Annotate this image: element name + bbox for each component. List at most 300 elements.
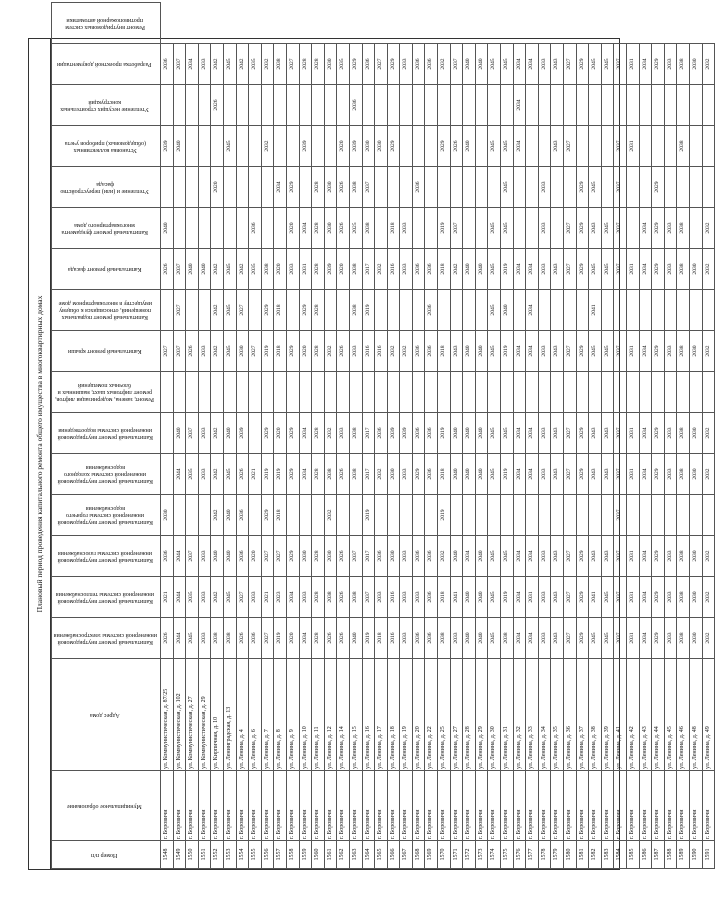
year-cell xyxy=(652,85,665,126)
municipality-cell: г. Боровичи xyxy=(349,771,362,841)
row-number: 1563 xyxy=(349,841,362,869)
year-cell xyxy=(337,372,350,413)
year-cell: 2045 xyxy=(589,249,602,290)
year-cell: 2037 xyxy=(614,44,627,85)
year-cell: 2020 xyxy=(286,208,299,249)
year-cell xyxy=(186,167,199,208)
year-cell: 2040 xyxy=(475,249,488,290)
year-cell: 2043 xyxy=(551,249,564,290)
year-cell: 2030 xyxy=(324,208,337,249)
address-cell: ул. Ленина, д. 19 xyxy=(400,659,413,771)
column-header xyxy=(52,249,161,290)
year-cell: 2029 xyxy=(261,413,274,454)
year-cell: 2029 xyxy=(576,577,589,618)
year-cell: 2033 xyxy=(664,577,677,618)
year-cell: 2045 xyxy=(488,454,501,495)
year-cell: 2026 xyxy=(337,536,350,577)
year-cell: 2045 xyxy=(488,331,501,372)
year-cell: 2038 xyxy=(677,249,690,290)
year-cell: 2037 xyxy=(614,331,627,372)
year-cell: 2034 xyxy=(513,331,526,372)
year-cell: 2030 xyxy=(387,536,400,577)
year-cell xyxy=(425,85,438,126)
year-cell: 2032 xyxy=(324,331,337,372)
year-cell: 2030 xyxy=(161,495,174,536)
year-cell xyxy=(261,85,274,126)
year-cell xyxy=(450,372,463,413)
year-cell: 2045 xyxy=(223,290,236,331)
year-cell xyxy=(538,85,551,126)
column-header-label: Номер п/п xyxy=(91,852,118,858)
municipality-cell: г. Боровичи xyxy=(639,771,652,841)
year-cell: 2036 xyxy=(249,208,262,249)
year-cell: 2029 xyxy=(652,618,665,659)
row-number: 1566 xyxy=(387,841,400,869)
schedule-table-frame xyxy=(50,17,711,870)
year-cell: 2028 xyxy=(312,167,325,208)
year-cell xyxy=(198,495,211,536)
year-cell: 2029 xyxy=(576,618,589,659)
year-cell: 2036 xyxy=(412,536,425,577)
year-cell: 2043 xyxy=(450,331,463,372)
year-cell: 2034 xyxy=(639,44,652,85)
table-row xyxy=(614,3,627,869)
municipality-cell: г. Боровичи xyxy=(589,771,602,841)
table-row xyxy=(274,3,287,869)
year-cell: 2040 xyxy=(463,249,476,290)
year-cell xyxy=(450,167,463,208)
year-cell: 2045 xyxy=(488,413,501,454)
year-cell xyxy=(412,126,425,167)
row-number: 1569 xyxy=(425,841,438,869)
year-cell: 2037 xyxy=(173,249,186,290)
year-cell: 2033 xyxy=(538,249,551,290)
year-cell: 2029 xyxy=(652,413,665,454)
year-cell: 2027 xyxy=(564,249,577,290)
year-cell xyxy=(286,372,299,413)
row-number: 1572 xyxy=(463,841,476,869)
year-cell: 2026 xyxy=(324,618,337,659)
year-cell xyxy=(564,495,577,536)
year-cell xyxy=(689,495,702,536)
year-cell xyxy=(526,208,539,249)
column-header xyxy=(52,841,161,869)
year-cell: 2019 xyxy=(274,454,287,495)
year-cell: 2045 xyxy=(501,44,514,85)
year-cell: 2034 xyxy=(299,413,312,454)
year-cell xyxy=(400,126,413,167)
year-cell: 2033 xyxy=(664,44,677,85)
table-row xyxy=(312,3,325,869)
year-cell xyxy=(211,208,224,249)
year-cell: 2033 xyxy=(349,331,362,372)
year-cell: 2027 xyxy=(564,126,577,167)
year-cell xyxy=(249,495,262,536)
year-cell xyxy=(223,85,236,126)
municipality-cell: г. Боровичи xyxy=(173,771,186,841)
year-cell xyxy=(501,495,514,536)
year-cell: 2031 xyxy=(626,249,639,290)
row-number: 1590 xyxy=(689,841,702,869)
year-cell: 2045 xyxy=(589,167,602,208)
year-cell xyxy=(639,85,652,126)
year-cell: 2036 xyxy=(349,85,362,126)
year-cell xyxy=(387,85,400,126)
column-header xyxy=(52,167,161,208)
year-cell: 2028 xyxy=(312,44,325,85)
year-cell: 2026 xyxy=(337,577,350,618)
year-cell: 2033 xyxy=(538,331,551,372)
year-cell: 2045 xyxy=(589,44,602,85)
municipality-cell: г. Боровичи xyxy=(463,771,476,841)
year-cell: 2043 xyxy=(551,413,564,454)
year-cell: 2037 xyxy=(614,413,627,454)
column-header xyxy=(52,331,161,372)
year-cell: 2032 xyxy=(702,208,715,249)
year-cell xyxy=(576,126,589,167)
municipality-cell: г. Боровичи xyxy=(614,771,627,841)
year-cell xyxy=(475,167,488,208)
year-cell: 2032 xyxy=(702,618,715,659)
municipality-cell: г. Боровичи xyxy=(526,771,539,841)
year-cell xyxy=(337,85,350,126)
column-header-label: Утепление несущих строительных конструкций xyxy=(60,99,149,112)
year-cell xyxy=(425,208,438,249)
year-cell xyxy=(652,290,665,331)
address-cell: ул. Ленина, д. 28 xyxy=(463,659,476,771)
year-cell: 2025 xyxy=(349,208,362,249)
table-row xyxy=(198,3,211,869)
year-cell: 2042 xyxy=(211,454,224,495)
column-header xyxy=(52,126,161,167)
column-header-label: Капитальный ремонт внутридомовой инженерной системы горячего водоснабжения xyxy=(56,505,153,526)
address-cell: ул. Ленина, д. 49 xyxy=(702,659,715,771)
year-cell: 2045 xyxy=(223,577,236,618)
year-cell: 2045 xyxy=(601,577,614,618)
row-number: 1573 xyxy=(475,841,488,869)
year-cell: 2040 xyxy=(198,249,211,290)
year-cell xyxy=(475,495,488,536)
year-cell: 2032 xyxy=(400,331,413,372)
year-cell: 2029 xyxy=(299,290,312,331)
year-cell: 2045 xyxy=(223,331,236,372)
year-cell: 2033 xyxy=(412,577,425,618)
year-cell: 2036 xyxy=(362,44,375,85)
table-row xyxy=(412,3,425,869)
year-cell: 2033 xyxy=(198,618,211,659)
address-cell: ул. Ленина, д. 39 xyxy=(601,659,614,771)
year-cell: 2045 xyxy=(601,44,614,85)
address-cell: ул. Ленина, д. 10 xyxy=(299,659,312,771)
year-cell xyxy=(626,290,639,331)
year-cell: 2043 xyxy=(551,618,564,659)
year-cell: 2036 xyxy=(425,249,438,290)
column-header xyxy=(52,618,161,659)
year-cell xyxy=(664,372,677,413)
year-cell xyxy=(312,85,325,126)
year-cell xyxy=(564,85,577,126)
year-cell xyxy=(438,85,451,126)
year-cell: 2038 xyxy=(349,249,362,290)
year-cell: 2033 xyxy=(198,413,211,454)
year-cell: 2034 xyxy=(513,618,526,659)
year-cell xyxy=(274,85,287,126)
year-cell: 2043 xyxy=(551,454,564,495)
municipality-cell: г. Боровичи xyxy=(362,771,375,841)
year-cell: 2029 xyxy=(387,126,400,167)
year-cell: 2034 xyxy=(513,249,526,290)
year-cell: 2034 xyxy=(513,536,526,577)
address-cell: ул. Ленина, д. 36 xyxy=(564,659,577,771)
year-cell: 2026 xyxy=(236,454,249,495)
year-cell xyxy=(551,495,564,536)
year-cell xyxy=(324,290,337,331)
year-cell xyxy=(198,167,211,208)
year-cell: 2032 xyxy=(702,536,715,577)
row-number: 1555 xyxy=(249,841,262,869)
year-cell xyxy=(274,208,287,249)
year-cell: 2029 xyxy=(387,44,400,85)
year-cell xyxy=(526,85,539,126)
year-cell: 2040 xyxy=(223,495,236,536)
year-cell: 2044 xyxy=(173,454,186,495)
year-cell: 2040 xyxy=(501,290,514,331)
row-number: 1570 xyxy=(438,841,451,869)
year-cell: 2019 xyxy=(261,331,274,372)
municipality-cell: г. Боровичи xyxy=(450,771,463,841)
year-cell xyxy=(412,290,425,331)
address-cell: ул. Ленина, д. 7 xyxy=(261,659,274,771)
year-cell: 2044 xyxy=(173,577,186,618)
year-cell xyxy=(652,126,665,167)
year-cell: 2029 xyxy=(286,331,299,372)
year-cell: 2042 xyxy=(236,249,249,290)
year-cell xyxy=(211,126,224,167)
year-cell: 2034 xyxy=(513,126,526,167)
year-cell: 2033 xyxy=(249,577,262,618)
year-cell xyxy=(601,126,614,167)
year-cell: 2029 xyxy=(576,208,589,249)
year-cell xyxy=(475,85,488,126)
year-cell xyxy=(677,167,690,208)
table-row xyxy=(425,3,438,869)
row-number: 1558 xyxy=(286,841,299,869)
year-cell xyxy=(324,126,337,167)
year-cell: 2032 xyxy=(702,577,715,618)
table-row xyxy=(249,3,262,869)
row-number: 1553 xyxy=(223,841,236,869)
year-cell: 2027 xyxy=(564,618,577,659)
year-cell: 2027 xyxy=(564,454,577,495)
year-cell: 2038 xyxy=(677,536,690,577)
municipality-cell: г. Боровичи xyxy=(488,771,501,841)
year-cell: 2027 xyxy=(286,44,299,85)
municipality-cell: г. Боровичи xyxy=(601,771,614,841)
year-cell: 2026 xyxy=(236,618,249,659)
row-number: 1556 xyxy=(261,841,274,869)
year-cell xyxy=(324,85,337,126)
address-cell: ул. Ленина, д. 29 xyxy=(475,659,488,771)
year-cell xyxy=(450,290,463,331)
year-cell: 2040 xyxy=(211,536,224,577)
year-cell: 2038 xyxy=(438,618,451,659)
year-cell: 2019 xyxy=(501,577,514,618)
year-cell xyxy=(186,126,199,167)
year-cell xyxy=(664,126,677,167)
year-cell: 2029 xyxy=(652,249,665,290)
column-header xyxy=(52,44,161,85)
year-cell xyxy=(387,495,400,536)
table-row xyxy=(689,3,702,869)
year-cell: 2029 xyxy=(652,577,665,618)
year-cell xyxy=(412,85,425,126)
year-cell: 2032 xyxy=(702,454,715,495)
year-cell: 2017 xyxy=(362,454,375,495)
year-cell: 2040 xyxy=(161,208,174,249)
year-cell: 2031 xyxy=(299,249,312,290)
year-cell xyxy=(513,372,526,413)
year-cell: 2043 xyxy=(601,536,614,577)
year-cell: 2036 xyxy=(249,618,262,659)
year-cell: 2040 xyxy=(463,331,476,372)
row-number: 1589 xyxy=(677,841,690,869)
year-cell: 2018 xyxy=(387,208,400,249)
year-cell xyxy=(652,372,665,413)
year-cell: 2038 xyxy=(223,618,236,659)
year-cell: 2027 xyxy=(564,536,577,577)
year-cell: 2033 xyxy=(538,454,551,495)
year-cell: 2038 xyxy=(349,290,362,331)
year-cell: 2043 xyxy=(551,577,564,618)
year-cell: 2038 xyxy=(349,577,362,618)
year-cell xyxy=(349,372,362,413)
year-cell xyxy=(249,167,262,208)
municipality-cell: г. Боровичи xyxy=(249,771,262,841)
year-cell xyxy=(286,290,299,331)
table-row xyxy=(286,3,299,869)
year-cell: 2038 xyxy=(677,413,690,454)
year-cell: 2033 xyxy=(337,413,350,454)
municipality-cell: г. Боровичи xyxy=(337,771,350,841)
municipality-cell: г. Боровичи xyxy=(475,771,488,841)
year-cell xyxy=(664,290,677,331)
address-cell: ул. Ленина, д. 41 xyxy=(614,659,627,771)
row-number: 1584 xyxy=(614,841,627,869)
table-row xyxy=(261,3,274,869)
year-cell: 2020 xyxy=(337,126,350,167)
table-row xyxy=(526,3,539,869)
column-header xyxy=(52,771,161,841)
year-cell xyxy=(362,85,375,126)
year-cell: 2027 xyxy=(564,413,577,454)
municipality-cell: г. Боровичи xyxy=(551,771,564,841)
year-cell xyxy=(614,372,627,413)
year-cell: 2019 xyxy=(274,618,287,659)
year-cell xyxy=(551,372,564,413)
year-cell xyxy=(702,290,715,331)
year-cell: 2034 xyxy=(299,618,312,659)
year-cell xyxy=(186,85,199,126)
year-cell: 2034 xyxy=(526,536,539,577)
year-cell: 2040 xyxy=(450,454,463,495)
table-row xyxy=(387,3,400,869)
year-cell xyxy=(702,167,715,208)
year-cell: 2034 xyxy=(513,577,526,618)
year-cell: 2045 xyxy=(488,577,501,618)
year-cell: 2027 xyxy=(274,536,287,577)
row-number: 1559 xyxy=(299,841,312,869)
municipality-cell: г. Боровичи xyxy=(299,771,312,841)
year-cell xyxy=(400,372,413,413)
year-cell: 2040 xyxy=(463,126,476,167)
year-cell: 2028 xyxy=(312,249,325,290)
municipality-cell: г. Боровичи xyxy=(626,771,639,841)
year-cell xyxy=(626,167,639,208)
year-cell xyxy=(161,454,174,495)
address-cell: ул. Ленина, д. 32 xyxy=(513,659,526,771)
year-cell: 2040 xyxy=(450,413,463,454)
year-cell: 2033 xyxy=(400,208,413,249)
year-cell: 2018 xyxy=(375,618,388,659)
row-number: 1551 xyxy=(198,841,211,869)
year-cell: 2036 xyxy=(425,44,438,85)
year-cell: 2027 xyxy=(564,577,577,618)
row-number: 1549 xyxy=(173,841,186,869)
year-cell: 2037 xyxy=(614,577,627,618)
table-row xyxy=(400,3,413,869)
table-row xyxy=(349,3,362,869)
year-cell: 2036 xyxy=(161,44,174,85)
year-cell: 2033 xyxy=(400,577,413,618)
table-row xyxy=(186,3,199,869)
year-cell xyxy=(463,495,476,536)
year-cell: 2043 xyxy=(551,44,564,85)
year-cell: 2030 xyxy=(324,536,337,577)
year-cell: 2043 xyxy=(589,413,602,454)
year-cell: 2045 xyxy=(601,249,614,290)
year-cell xyxy=(450,495,463,536)
year-cell: 2040 xyxy=(475,331,488,372)
year-cell: 2029 xyxy=(412,454,425,495)
year-cell: 2038 xyxy=(677,44,690,85)
year-cell: 2038 xyxy=(324,454,337,495)
year-cell: 2029 xyxy=(349,44,362,85)
year-cell xyxy=(450,85,463,126)
column-header xyxy=(52,3,161,44)
row-number: 1562 xyxy=(337,841,350,869)
address-cell: ул. Ленина, д. 25 xyxy=(438,659,451,771)
column-header xyxy=(52,208,161,249)
column-header-label: Капитальный ремонт фасада xyxy=(67,266,142,273)
year-cell: 2019 xyxy=(362,495,375,536)
table-row xyxy=(677,3,690,869)
year-cell: 2026 xyxy=(337,454,350,495)
year-cell xyxy=(438,290,451,331)
year-cell: 2032 xyxy=(261,44,274,85)
year-cell: 2043 xyxy=(589,454,602,495)
year-cell: 2044 xyxy=(173,618,186,659)
year-cell: 2033 xyxy=(538,577,551,618)
year-cell: 2033 xyxy=(198,331,211,372)
year-cell: 2030 xyxy=(689,536,702,577)
year-cell xyxy=(576,372,589,413)
column-header-label: Капитальный ремонт внутридомовой инженерной системы электроснабжения xyxy=(52,632,157,645)
year-cell: 2035 xyxy=(337,44,350,85)
year-cell xyxy=(702,372,715,413)
municipality-cell: г. Боровичи xyxy=(652,771,665,841)
year-cell: 2019 xyxy=(438,495,451,536)
municipality-cell: г. Боровичи xyxy=(538,771,551,841)
